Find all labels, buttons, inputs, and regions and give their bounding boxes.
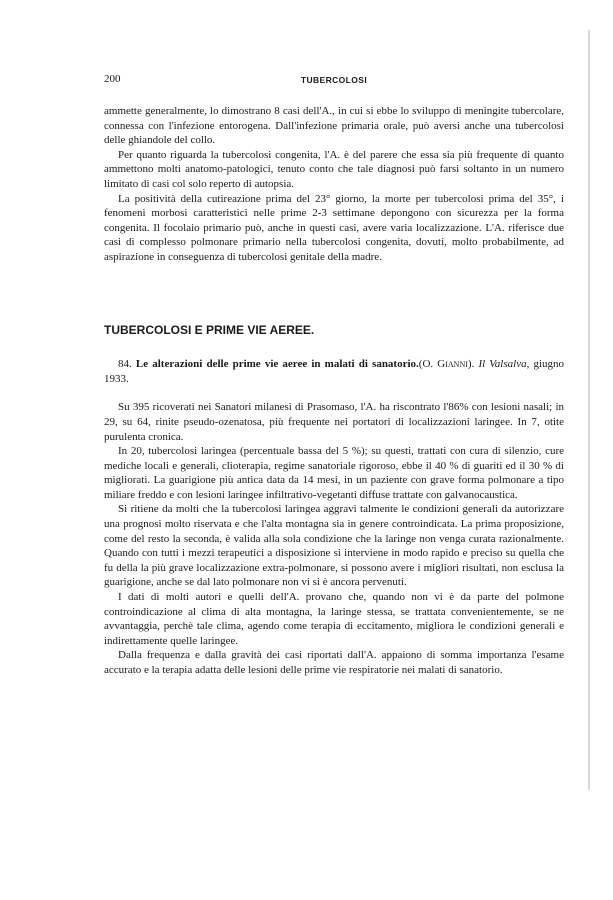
body-paragraph: Dalla frequenza e dalla gravità dei casi riportati dall'A. appaiono di somma importanza l'esame accurato e la terapia adatta delle lesioni delle prime vie respiratorie nei malati di sanatorio.: [104, 649, 564, 676]
article-title: Le alterazioni delle prime vie aeree in malati di sanatorio.: [135, 358, 419, 371]
article-date: , giugno 1933.: [104, 358, 565, 385]
section-heading: TUBERCOLOSI E PRIME VIE AEREE.: [104, 322, 315, 337]
article-author: Gianni: [437, 358, 468, 371]
intro-paragraph: Per quanto riguarda la tubercolosi congenita, l'A. è del parere che essa sia più frequente di quanto ammettono molti anatomo-patologici, tenuto conto che tale diagnosi può farsi soltanto in un numero limitato di casi col solo reperto di autopsia.: [104, 148, 564, 190]
page-number: 200: [104, 73, 121, 85]
body-paragraph: I dati di molti autori e quelli dell'A. provano che, quando non vi è da parte del polmone controindicazione al clima di alta montagna, la laringe stessa, se trattata convenientemente, se ne avvantaggia, perchè tale clima, agendo come terapia di eccitamento, migliora le condizioni generali e indirettamente quelle laringee.: [104, 591, 564, 647]
page-edge-line: [588, 30, 590, 790]
author-suffix: ).: [467, 358, 479, 371]
body-paragraph: Su 395 ricoverati nei Sanatori milanesi di Prasomaso, l'A. ha riscontrato l'86% con lesioni nasali; in 29, su 64, rinite pseudo-ozenatosa, più frequente nei portatori di localizzazioni laringee. In 7, otite purulenta cronica.: [104, 401, 564, 443]
author-prefix: (O.: [418, 358, 438, 371]
article-journal: Il Valsalva: [478, 358, 527, 371]
intro-paragraph: ammette generalmente, lo dimostrano 8 casi dell'A., in cui si ebbe lo sviluppo di meningite tubercolare, connessa con l'infezione entorogena. Dall'infezione primaria orale, può aversi anche una tubercolosi delle ghiandole del collo.: [104, 105, 564, 147]
intro-paragraph: La positività della cutireazione prima del 23° giorno, la morte per tubercolosi prima del 35°, i fenomeni morbosi caratteristici nelle prime 2-3 settimane depongono con sicurezza per la forma congenita. Il focolaio primario può, anche in questi casi, avere varia localizzazione. L'A. riferisce due casi di complesso polmonare primario nella tubercolosi congenita, dovuti, molto probabilmente, ad aspirazione in conseguenza di tubercolosi genitale della madre.: [104, 192, 564, 263]
article-heading: [104, 357, 564, 386]
page-header: [104, 72, 564, 88]
article-number: 84.: [118, 358, 132, 371]
running-title: TUBERCOLOSI: [300, 75, 368, 85]
body-paragraph: In 20, tubercolosi laringea (percentuale bassa del 5 %); su questi, trattati con cura di silenzio, cure mediche locali e generali, clioterapia, regime sanatoriale rigoroso, ebbe il 40 % di guariti ed il 30 % di migliorati. La guarigione più antica data da 14 mesi, in un paziente con grave forma polmonare a tipo miliare freddo e con lesioni laringee infiltrativo-vegetanti diffuse trattate con galvanocaustica.: [104, 445, 564, 501]
body-paragraph: Si ritiene da molti che la tubercolosi laringea aggravi talmente le condizioni generali da autorizzare una prognosi molto riservata e che l'alta montagna sia in genere controindicata. La prima proposizione, come del resto la seconda, è valida alla sola condizione che la laringe non venga curata razionalmente. Quando con tutti i mezzi terapeutici a disposizione si interviene in modo rapido e preciso su quella che fu della la più grave localizzazione extra-polmonare, si possono avere i migliori risultati, non esclusa la guarigione, anche se dal lato polmonare non vi si è ancora pervenuti.: [104, 503, 564, 589]
document-page: [104, 72, 564, 678]
